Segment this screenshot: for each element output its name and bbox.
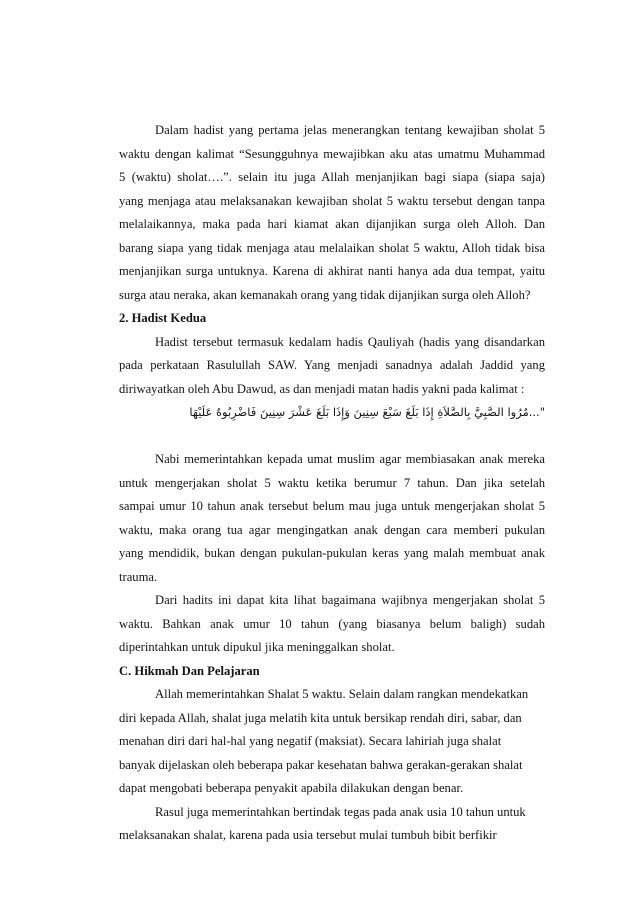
arabic-hadith-quote (119, 401, 545, 425)
text-line: waktu. Bahkan anak umur 10 tahun (yang biasanya belum baligh) sudah (119, 616, 545, 631)
text-line: menahan diri dari hal-hal yang negatif (maksiat). Secara lahiriah juga shalat (119, 734, 502, 748)
section-heading-hadist-kedua: 2. Hadist Kedua (119, 311, 207, 325)
paragraph-2 (119, 331, 545, 402)
paragraph-3 (119, 448, 545, 589)
text-line: 5 (waktu) sholat….”. selain itu juga Allah menjanjikan bagi siapa (siapa saja) (119, 170, 545, 184)
blank-line (119, 425, 545, 449)
text-line: yang menjaga atau melaksanakan kewajiban sholat 5 waktu tersebut dengan tanpa (119, 193, 545, 208)
text-line: Nabi memerintahkan kepada umat muslim agar membiasakan anak mereka (155, 452, 545, 466)
text-line: Dalam hadist yang pertama jelas menerangkan tentang kewajiban sholat 5 (155, 123, 545, 137)
text-line: waktu, maka orang tua agar mengingatkan anak dengan cara memberi pukulan (119, 522, 545, 537)
text-line: sampai umur 10 tahun anak tersebut belum mau juga untuk mengerjakan sholat 5 (119, 499, 545, 513)
text-line: melalaikannya, maka pada hari kiamat akan dijanjikan surga oleh Alloh. Dan (119, 217, 545, 231)
text-line: melaksanakan shalat, karena pada usia tersebut mulai tumbuh bibit berfikir (119, 828, 497, 842)
text-line: pada perkataan Rasulullah SAW. Yang menjadi sanadnya adalah Jaddid yang (119, 358, 545, 372)
document-page (119, 119, 545, 848)
paragraph-5 (119, 683, 545, 801)
paragraph-6 (119, 801, 545, 848)
arabic-quote-text: "...مُرُوا الصَّبِيَّ بِالصَّلاَةِ إِذَا بَلَغَ سَبْعَ سِنِينَ وَإِذَا بَلَغَ عَشْرَ سِنِينَ فَاضْرِبُوهُ عَلَيْهَا (189, 405, 545, 419)
text-line: diri kepada Allah, shalat juga melatih kita untuk bersikap rendah diri, sabar, dan (119, 710, 522, 725)
text-line: barang siapa yang tidak menjaga atau melalaikan sholat 5 waktu, Alloh tidak bisa (119, 240, 545, 255)
text-line: surga atau neraka, akan kemanakah orang yang tidak dijanjikan surga oleh Alloh? (119, 287, 531, 302)
text-line: Rasul juga memerintahkan bertindak tegas pada anak usia 10 tahun untuk (155, 804, 526, 819)
text-line: Allah memerintahkan Shalat 5 waktu. Selain dalam rangkan mendekatkan (155, 687, 529, 701)
text-line: banyak dijelaskan oleh beberapa pakar kesehatan bahwa gerakan-gerakan shalat (119, 757, 523, 772)
text-line: trauma. (119, 569, 158, 584)
text-line: Dari hadits ini dapat kita lihat bagaimana wajibnya mengerjakan sholat 5 (155, 593, 545, 607)
text-line: yang mendidik, bukan dengan pukulan-pukulan keras yang malah membuat anak (119, 546, 545, 560)
text-line: menjanjikan surga untuknya. Karena di akhirat nanti hanya ada dua tempat, yaitu (119, 264, 545, 278)
paragraph-1 (119, 119, 545, 307)
text-line: diperintahkan untuk dipukul jika meninggalkan sholat. (119, 640, 395, 654)
text-line: untuk mengerjakan sholat 5 waktu ketika berumur 7 tahun. Dan jika setelah (119, 475, 545, 490)
text-line: dapat mengobati beberapa penyakit apabila dilakukan dengan benar. (119, 781, 464, 795)
text-line: Hadist tersebut termasuk kedalam hadis Qauliyah (hadis yang disandarkan (155, 334, 545, 349)
paragraph-4 (119, 589, 545, 660)
section-heading-hikmah: C. Hikmah Dan Pelajaran (119, 663, 260, 678)
text-line: diriwayatkan oleh Abu Dawud, as dan menjadi matan hadis yakni pada kalimat : (119, 381, 525, 396)
text-line: waktu dengan kalimat “Sesungguhnya mewajibkan aku atas umatmu Muhammad (119, 146, 545, 161)
